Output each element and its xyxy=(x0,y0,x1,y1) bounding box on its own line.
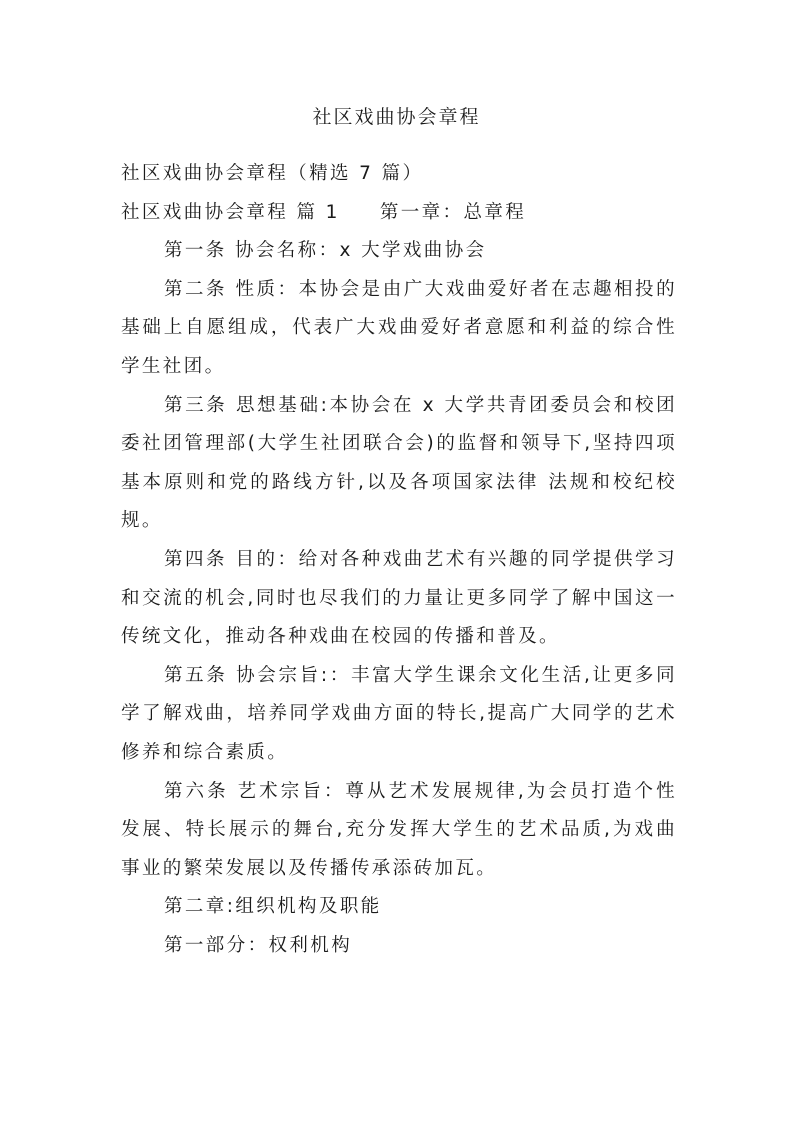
paragraph-article-2: 第二条 性质：本协会是由广大戏曲爱好者在志趣相投的基础上自愿组成，代表广大戏曲爱好者意愿和利益的综合性学生社团。 xyxy=(121,278,677,377)
paragraph-article-3: 第三条 思想基础:本协会在 x 大学共青团委员会和校团委社团管理部(大学生社团联合会)的监督和领导下,坚持四项基本原则和党的路线方针,以及各项国家法律 法规和校纪校规。 xyxy=(121,394,677,532)
subtitle: 社区戏曲协会章程（精选 7 篇） xyxy=(121,163,424,184)
paragraph-article-6: 第六条 艺术宗旨：尊从艺术发展规律,为会员打造个性发展、特长展示的舞台,充分发挥大学生的艺术品质,为戏曲事业的繁荣发展以及传播传承添砖加瓦。 xyxy=(121,780,677,879)
chapter-two-heading: 第二章:组织机构及职能 xyxy=(164,896,382,918)
article-heading: 社区戏曲协会章程 篇 1 xyxy=(121,201,340,223)
paragraph-article-1: 第一条 协会名称：x 大学戏曲协会 xyxy=(164,240,487,262)
paragraph-article-4: 第四条 目的：给对各种戏曲艺术有兴趣的同学提供学习和交流的机会,同时也尽我们的力量让更多同学了解中国这一传统文化，推动各种戏曲在校园的传播和普及。 xyxy=(121,548,677,648)
section-one-heading: 第一部分：权利机构 xyxy=(164,934,353,956)
chapter-one-heading: 第一章：总章程 xyxy=(379,201,527,223)
paragraph-article-5: 第五条 协会宗旨:：丰富大学生课余文化生活,让更多同学了解戏曲，培养同学戏曲方面的特长,提高广大同学的艺术修养和综合素质。 xyxy=(121,664,677,763)
document-title: 社区戏曲协会章程 xyxy=(312,106,481,128)
article-heading-line xyxy=(121,194,677,233)
document-body xyxy=(121,155,677,965)
